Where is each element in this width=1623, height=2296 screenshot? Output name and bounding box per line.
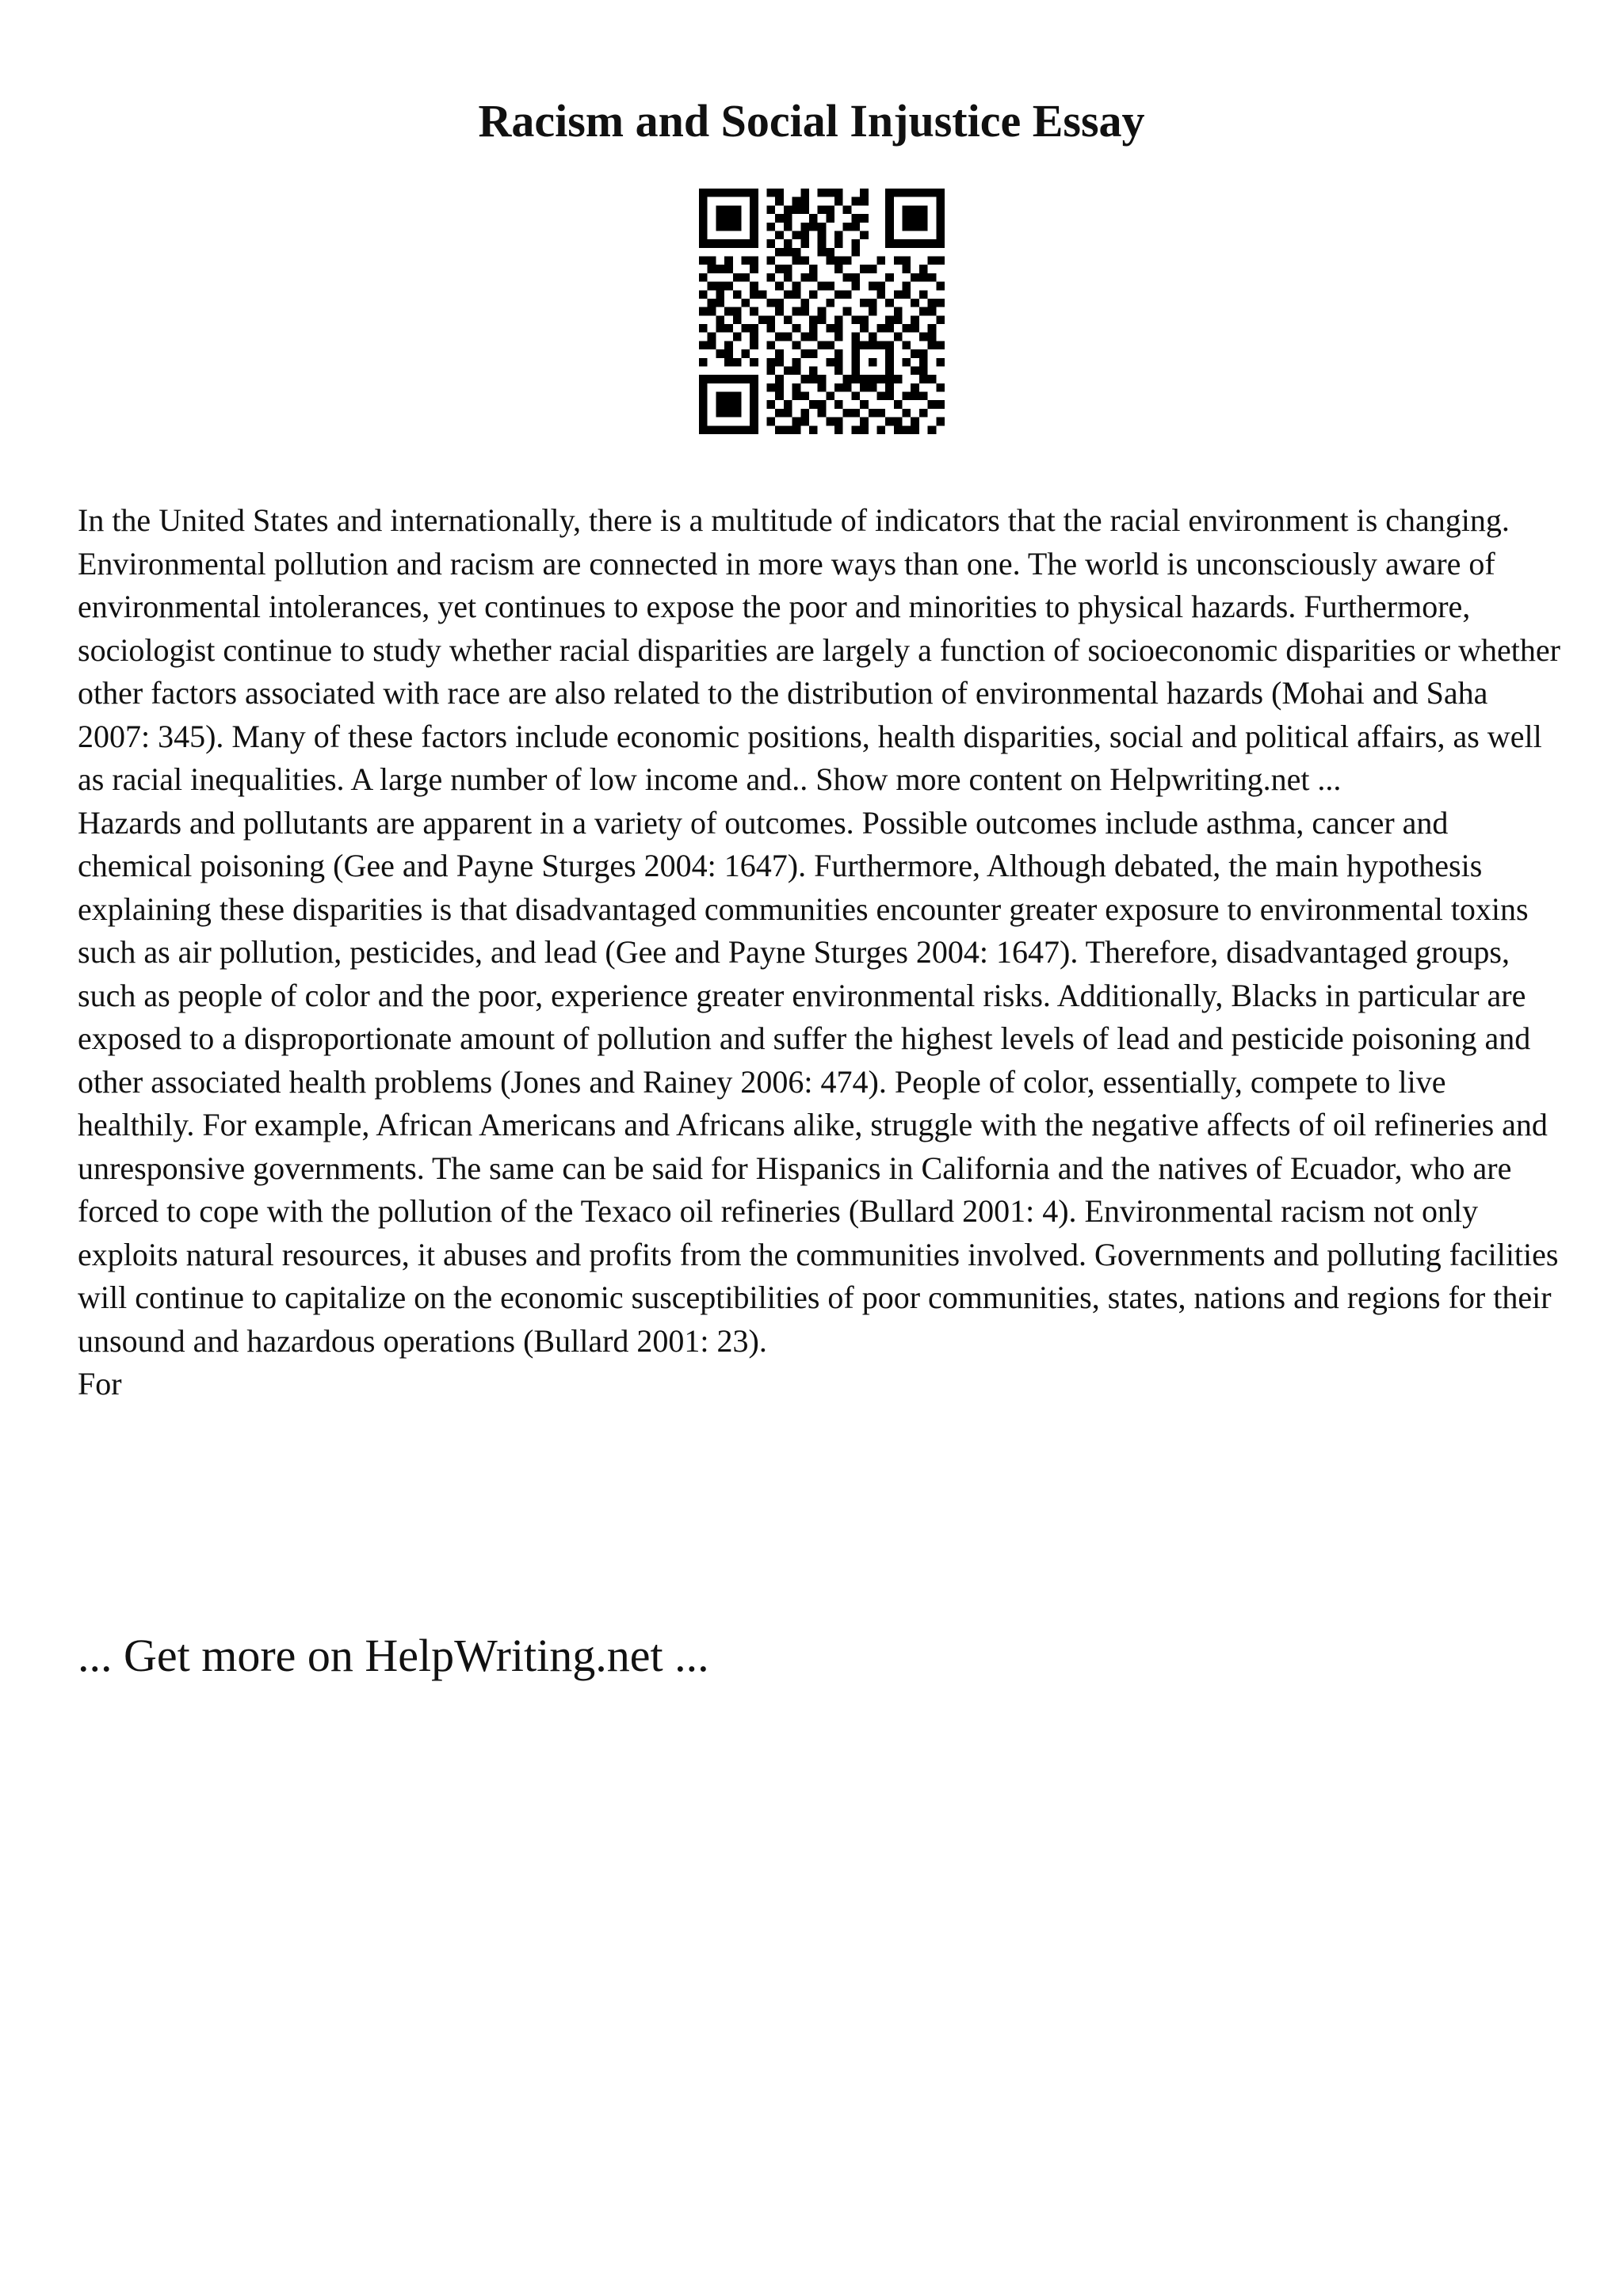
page-title: Racism and Social Injustice Essay xyxy=(478,95,1145,147)
essay-body xyxy=(78,499,1568,1406)
paragraph-intro: In the United States and internationally, there is a multitude of indicators that the racial environment is changing. Environmental pollution and racism are connected in more ways than one. The world is unconsciously aware of environmental intolerances, yet continues to expose the poor and minorities to physical hazards. Furthermore, sociologist continue to study whether racial disparities are largely a function of socioeconomic disparities or whether other factors associated with race are also related to the distribution of environmental hazards (Mohai and Saha 2007: 345). Many of these factors include economic positions, health disparities, social and political affairs, as well as racial inequalities. A large number of low income and.. Show more content on Helpwriting.net ... xyxy=(78,502,1560,797)
get-more-link[interactable]: ... Get more on HelpWriting.net ... xyxy=(78,1630,709,1681)
paragraph-hazards: Hazards and pollutants are apparent in a variety of outcomes. Possible outcomes include asthma, cancer and chemical poisoning (Gee and Payne Sturges 2004: 1647). Furthermore, Although debated, the main hypothesis explaining these disparities is that disadvantaged communities encounter greater exposure to environmental toxins such as air pollution, pesticides, and lead (Gee and Payne Sturges 2004: 1647). Therefore, disadvantaged groups, such as people of color and the poor, experience greater environmental risks. Additionally, Blacks in particular are exposed to a disproportionate amount of pollution and suffer the highest levels of lead and pesticide poisoning and other associated health problems (Jones and Rainey 2006: 474). People of color, essentially, compete to live healthily. For example, African Americans and Africans alike, struggle with the negative affects of oil refineries and unresponsive governments. The same can be said for Hispanics in California and the natives of Ecuador, who are forced to cope with the pollution of the Texaco oil refineries (Bullard 2001: 4). Environmental racism not only exploits natural resources, it abuses and profits from the communities involved. Governments and polluting facilities will continue to capitalize on the economic susceptibilities of poor communities, states, nations and regions for their unsound and hazardous operations (Bullard 2001: 23). xyxy=(78,804,1559,1359)
paragraph-trailing: For xyxy=(78,1366,122,1402)
qr-code-icon xyxy=(699,189,945,434)
